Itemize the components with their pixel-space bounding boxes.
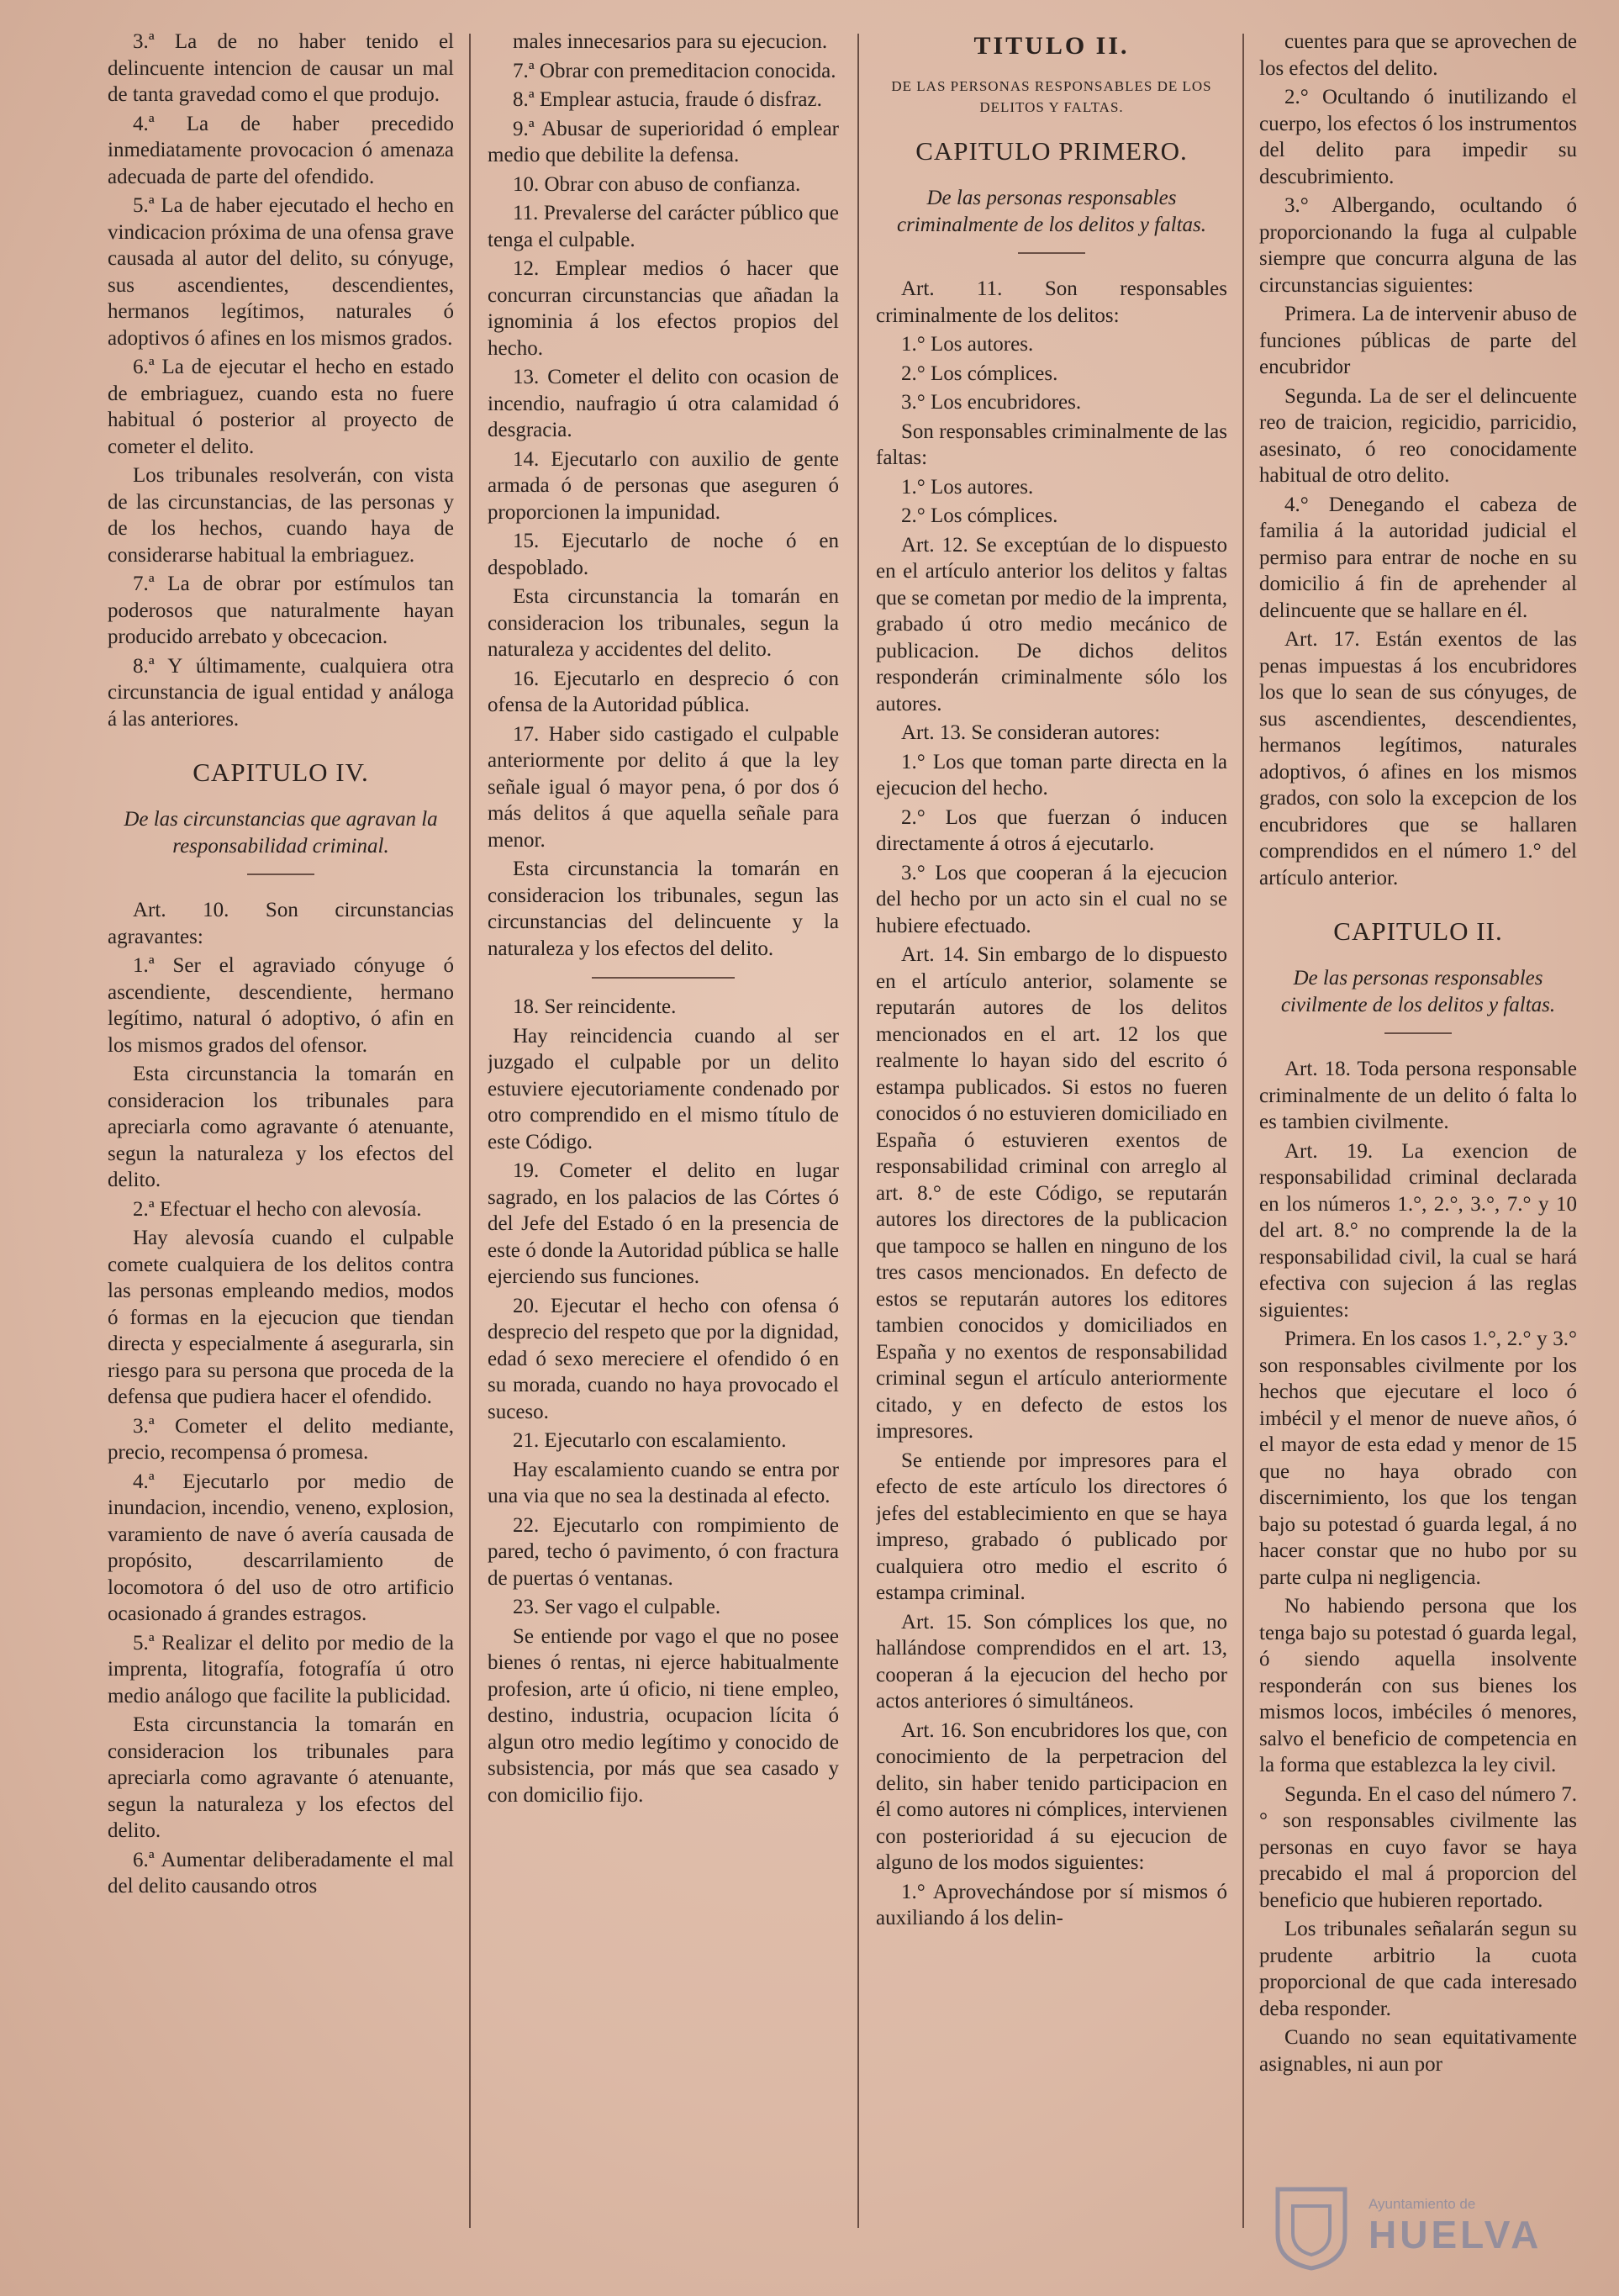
paragraph: 7.ª Obrar con premeditacion conocida. <box>513 59 836 82</box>
col2-top-text <box>488 29 839 962</box>
titulo-ii-subtitle: DE LAS PERSONAS RESPONSABLES DE LOS DELITOS Y FALTAS. <box>891 78 1212 115</box>
divider <box>247 874 314 875</box>
paragraph: 7.ª La de obrar por estímulos tan poderosos que naturalmente hayan producido arrebato y obcecacion. <box>108 573 454 648</box>
paragraph: 14. Ejecutarlo con auxilio de gente armada ó de personas que aseguren ó proporcionen la impunidad. <box>488 447 839 524</box>
paragraph: Son responsables criminalmente de las faltas: <box>876 420 1227 469</box>
capitulo-primero-heading: CAPITULO PRIMERO. <box>915 136 1188 166</box>
watermark-small-text: Ayuntamiento de <box>1369 2196 1476 2212</box>
titulo-ii-heading: TITULO II. <box>973 32 1130 60</box>
paragraph: Art. 10. Son circunstancias agravantes: <box>108 899 454 948</box>
chapter-ii-subtitle: De las personas responsables civilmente de los delitos y faltas. <box>1280 967 1556 1016</box>
paragraph: Art. 14. Sin embargo de lo dispuesto en el artículo anterior, solamente se reputarán autores de los delitos mencionados en el art. 12 los que realmente lo hayan sido del escrito ó estampa publicados. Si estos no fueren conocidos ó no estuvieren domiciliado en España ó estuvieren exentos de responsabilidad criminal con arreglo al art. 8.° de este Código, se reputarán autores los directores de la publicacion que tampoco se hallen en ninguno de los tres casos mencionados. En defecto de estos se reputarán autores los editores tambien conocidos y domiciliados en España y no exentos de responsabilidad criminal segun el artículo anteriormente citado, y en defecto de estos los impresores. <box>876 943 1227 1443</box>
paragraph: 12. Emplear medios ó hacer que concurran circunstancias que añadan la ignominia á los efectos propios del hecho. <box>488 257 839 360</box>
column-2 <box>488 29 839 2265</box>
paragraph: 21. Ejecutarlo con escalamiento. <box>513 1429 787 1452</box>
paragraph: Art. 15. Son cómplices los que, no hallándose comprendidos en el art. 13, cooperan á la ejecucion del hecho por actos anteriores ó simultáneos. <box>876 1610 1227 1713</box>
paragraph: Hay alevosía cuando el culpable comete cualquiera de los delitos contra las personas empleando medios, modos ó formas en la ejecucion que tiendan directa y especialmente á asegurarla, sin riesgo para su persona que proceda de la defensa que pudiera hacer el ofendido. <box>108 1227 454 1408</box>
column-4 <box>1259 29 1577 2265</box>
paragraph: 8.ª Y últimamente, cualquiera otra circunstancia de igual entidad y análoga á las anteriores. <box>108 654 454 731</box>
paragraph: Esta circunstancia la tomarán en consideracion los tribunales para apreciarla como agravante ó atenuante, segun la naturaleza y los efectos del delito. <box>108 1713 454 1842</box>
paragraph: Hay reincidencia cuando al ser juzgado el culpable por un delito estuviere ejecutoriamente condenado por otro comprendido en el mismo título de este Código. <box>488 1024 839 1153</box>
paragraph: 10. Obrar con abuso de confianza. <box>513 172 801 196</box>
paragraph: 3.ª La de no haber tenido el delincuente intencion de causar un mal de tanta gravedad como el que produjo. <box>108 30 454 106</box>
paragraph: 13. Cometer el delito con ocasion de incendio, naufragio ú otra calamidad ó desgracia. <box>488 366 839 441</box>
paragraph: 5.ª Realizar el delito por medio de la imprenta, litografía, fotografía ú otro medio análogo que facilite la publicidad. <box>108 1631 454 1707</box>
paragraph: 11. Prevalerse del carácter público que tenga el culpable. <box>488 202 839 251</box>
ayuntamiento-huelva-watermark <box>1269 2184 1589 2277</box>
paragraph: Se entiende por vago el que no posee bienes ó rentas, ni ejerce habitualmente profesion, arte ú oficio, ni tiene empleo, destino, industria, ocupacion lícita ó algun otro medio legítimo y conocido de subsistencia, por más que sea casado y con domicilio fijo. <box>488 1624 839 1807</box>
paragraph: Esta circunstancia la tomarán en consideracion los tribunales, segun la naturaleza y accidentes del delito. <box>488 585 839 661</box>
divider <box>592 977 735 979</box>
paragraph: 18. Ser reincidente. <box>513 995 677 1018</box>
paragraph: 4.ª Ejecutarlo por medio de inundacion, incendio, veneno, explosion, varamiento de nave ó avería causada de propósito, descarrilamiento de locomotora ó del uso de otro artificio ocasionado á grandes estragos. <box>108 1470 454 1625</box>
divider <box>1384 1032 1452 1034</box>
paragraph: Segunda. La de ser el delincuente reo de traicion, regicidio, parricidio, asesinato, ó reo conocidamente habitual de otro delito. <box>1259 384 1577 487</box>
col4-bottom-text <box>1259 1056 1577 2077</box>
paragraph: 1.° Los autores. <box>901 475 1034 499</box>
paragraph: 8.ª Emplear astucia, fraude ó disfraz. <box>513 88 822 111</box>
paragraph: 3.° Albergando, ocultando ó proporcionando la fuga al culpable siempre que concurra alguna de las circunstancias siguientes: <box>1259 194 1577 297</box>
chapter-ii-heading: CAPITULO II. <box>1333 916 1503 946</box>
paragraph: 1.° Los autores. <box>901 333 1034 356</box>
paragraph: Art. 16. Son encubridores los que, con conocimiento de la perpetracion del delito, sin haber tenido participacion en él como autores ni cómplices, intervienen con posterioridad á su ejecucion de alguno de los modos siguientes: <box>876 1718 1227 1874</box>
paragraph: 16. Ejecutarlo en desprecio ó con ofensa de la Autoridad pública. <box>488 667 839 716</box>
paragraph: 1.ª Ser el agraviado cónyuge ó ascendiente, descendiente, hermano legítimo, natural ó adoptivo, ó afin en los mismos grados del ofensor. <box>108 954 454 1057</box>
capitulo-primero-subtitle: De las personas responsables criminalmente de los delitos y faltas. <box>896 187 1206 236</box>
paragraph: Art. 17. Están exentos de las penas impuestas á los encubridores los que lo sean de sus cónyuges, de sus ascendientes, descendientes, hermanos legítimos, naturales adoptivos, ó afines en los mismos grados, con solo la excepcion de los encubridores que se hallaren comprendidos en el número 1.° del artículo anterior. <box>1259 628 1577 889</box>
paragraph: 2.° Ocultando ó inutilizando el cuerpo, los efectos ó los instrumentos del delito para impedir su descubrimiento. <box>1259 86 1577 188</box>
paragraph: Art. 19. La exencion de responsabilidad criminal declarada en los números 1.°, 2.°, 3.°, 7.° y 10 del art. 8.° no comprende la de la responsabilidad civil, la cual se hará efectiva con sujecion á las reglas siguientes: <box>1259 1139 1577 1322</box>
paragraph: 3.° Los encubridores. <box>901 391 1082 414</box>
column-1 <box>108 29 454 2265</box>
paragraph: 5.ª La de haber ejecutado el hecho en vindicacion próxima de una ofensa grave causada al autor del delito, su cónyuge, sus ascendientes, descendientes, hermanos legítimos, naturales ó adoptivos ó afines en los mismos grados. <box>108 194 454 350</box>
col1-top-text <box>108 29 454 732</box>
paragraph: 2.° Los cómplices. <box>901 504 1058 527</box>
col3-text <box>876 276 1227 1932</box>
paragraph: Art. 13. Se consideran autores: <box>901 721 1161 744</box>
paragraph: 23. Ser vago el culpable. <box>513 1596 721 1618</box>
paragraph: Los tribunales resolverán, con vista de las circunstancias, de las personas y de los hechos, cuando haya de considerarse habitual la embriaguez. <box>108 464 454 567</box>
paragraph: 4.ª La de haber precedido inmediatamente provocacion ó amenaza adecuada de parte del ofendido. <box>108 112 454 188</box>
paragraph: 15. Ejecutarlo de noche ó en despoblado. <box>488 530 839 579</box>
paragraph: Se entiende por impresores para el efecto de este artículo los directores ó jefes del establecimiento en que se haya impreso, grabado ó publicado por cualquiera otro medio el escrito ó estampa criminal. <box>876 1449 1227 1604</box>
paragraph: Primera. En los casos 1.°, 2.° y 3.° son responsables civilmente por los hechos que ejecutare el loco ó imbécil y el menor de nueve años, ó el mayor de esta edad y menor de 15 que no haya obrado con discernimiento, los que los tengan bajo su potestad ó guarda legal, á no hacer constar que no hubo por su parte culpa ni negligencia. <box>1259 1327 1577 1589</box>
paragraph: Esta circunstancia la tomarán en consideracion los tribunales, segun las circunstancias del delincuente y la naturaleza y los efectos del delito. <box>488 858 839 960</box>
paragraph: Hay escalamiento cuando se entra por una via que no sea la destinada al efecto. <box>488 1458 839 1507</box>
paragraph: 6.ª Aumentar deliberadamente el mal del delito causando otros <box>108 1848 454 1897</box>
paragraph: Segunda. En el caso del número 7.° son responsables civilmente las personas en cuyo favor se haya precabido el mal á proporcion del beneficio que hubieren reportado. <box>1259 1782 1577 1912</box>
paragraph: Art. 12. Se exceptúan de lo dispuesto en el artículo anterior los delitos y faltas que se cometan por medio de la imprenta, grabado ú otro medio mecánico de publicacion. De dichos delitos responderán criminalmente sólo los autores. <box>876 533 1227 715</box>
paragraph: 19. Cometer el delito en lugar sagrado, en los palacios de las Córtes ó del Jefe del Estado ó en la presencia de este ó donde la Autoridad pública se halle ejerciendo sus funciones. <box>488 1159 839 1288</box>
paragraph: 2.ª Efectuar el hecho con alevosía. <box>133 1197 422 1221</box>
watermark-big-text: HUELVA <box>1369 2213 1543 2256</box>
paragraph: 9.ª Abusar de superioridad ó emplear medio que debilite la defensa. <box>488 117 839 166</box>
divider <box>1018 252 1085 254</box>
paragraph: 4.° Denegando el cabeza de familia á la autoridad judicial el permiso para entrar de noche en su domicilio á fin de aprehender al delincuente que se hallare en él. <box>1259 493 1577 622</box>
paragraph: Art. 18. Toda persona responsable criminalmente de un delito ó falta lo es tambien civilmente. <box>1259 1058 1577 1133</box>
paragraph: Esta circunstancia la tomarán en consideracion los tribunales para apreciarla como agravante ó atenuante, segun la naturaleza y los efectos del delito. <box>108 1063 454 1191</box>
column-rule <box>1242 34 1244 2228</box>
paragraph: Primera. La de intervenir abuso de funciones públicas de parte del encubridor <box>1259 303 1577 378</box>
chapter-iv-subtitle: De las circunstancias que agravan la responsabilidad criminal. <box>124 808 438 858</box>
column-3 <box>876 29 1227 2265</box>
paragraph: 1.° Los que toman parte directa en la ejecucion del hecho. <box>876 750 1227 800</box>
paragraph: Cuando no sean equitativamente asignables, ni aun por <box>1259 2026 1577 2076</box>
paragraph: No habiendo persona que los tenga bajo su potestad ó guarda legal, ó siendo aquella insolvente responderán con sus bienes los mismos locos, imbéciles ó menores, salvo el beneficio de competencia en la forma que establezca la ley civil. <box>1259 1595 1577 1776</box>
col4-top-text <box>1259 29 1577 891</box>
paragraph: cuentes para que se aprovechen de los efectos del delito. <box>1259 30 1577 80</box>
chapter-iv-heading: CAPITULO IV. <box>192 757 369 787</box>
paragraph: Los tribunales señalarán segun su prudente arbitrio la cuota proporcional de que cada interesado deba responder. <box>1259 1918 1577 2020</box>
column-rule <box>857 34 859 2228</box>
paragraph: 6.ª La de ejecutar el hecho en estado de embriaguez, cuando esta no fuere habitual ó posterior al proyecto de cometer el delito. <box>108 356 454 458</box>
paragraph: 3.ª Cometer el delito mediante, precio, recompensa ó promesa. <box>108 1414 454 1464</box>
coat-of-arms-icon <box>1269 2184 1353 2272</box>
paragraph: 2.° Los cómplices. <box>901 362 1058 385</box>
column-rule <box>469 34 471 2228</box>
paragraph: 17. Haber sido castigado el culpable anteriormente por delito á que la ley señale igual ó mayor pena, ó por dos ó más delitos á que aquella señale para menor. <box>488 722 839 852</box>
paragraph: 22. Ejecutarlo con rompimiento de pared, techo ó pavimento, ó con fractura de puertas ó ventanas. <box>488 1513 839 1590</box>
paragraph: males innecesarios para su ejecucion. <box>513 30 828 53</box>
paragraph: 1.° Aprovechándose por sí mismos ó auxiliando á los delin- <box>876 1880 1227 1929</box>
col1-bottom-text <box>108 897 454 1900</box>
paragraph: 20. Ejecutar el hecho con ofensa ó desprecio del respeto que por la dignidad, edad ó sexo mereciere el ofendido ó en su morada, cuando no haya provocado el suceso. <box>488 1294 839 1423</box>
paragraph: 2.° Los que fuerzan ó inducen directamente á otros á ejecutarlo. <box>876 805 1227 855</box>
paragraph: 3.° Los que cooperan á la ejecucion del hecho por un acto sin el cual no se hubiere efectuado. <box>876 861 1227 937</box>
col2-bottom-text <box>488 994 839 1808</box>
paragraph: Art. 11. Son responsables criminalmente de los delitos: <box>876 277 1227 327</box>
